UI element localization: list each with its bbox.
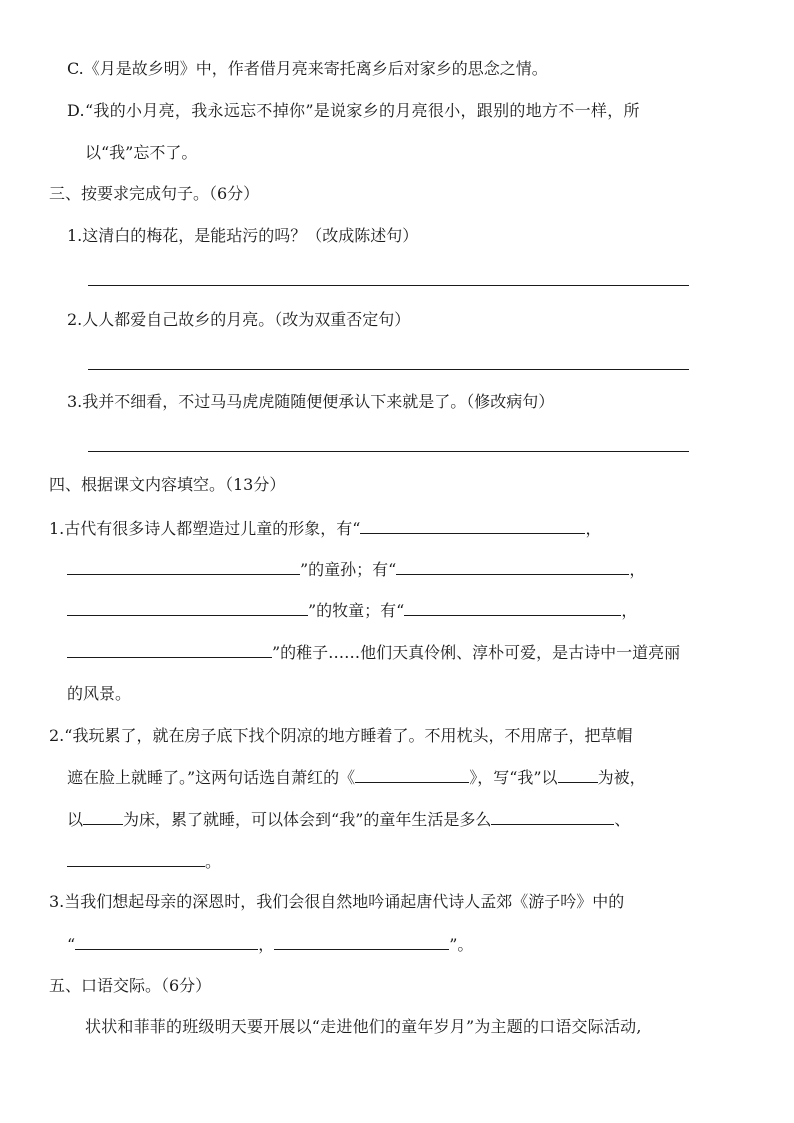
sec4-q2-text-c1: 以 — [67, 810, 84, 829]
sec3-answer-line-2[interactable] — [88, 369, 689, 370]
comma: ， — [585, 519, 602, 538]
sec3-answer-line-1[interactable] — [88, 285, 689, 286]
sec4-q1-text-d: ”的稚子……他们天真伶俐、淳朴可爱，是古诗中一道亮丽 — [272, 643, 681, 662]
sec4-q2-line2 — [67, 766, 646, 789]
fill-blank-adj-1[interactable] — [491, 808, 614, 825]
fill-blank-3[interactable] — [396, 558, 629, 575]
sec4-q3-text-b3: ”。 — [449, 935, 474, 954]
sec4-q2-text-d: 。 — [205, 852, 222, 871]
section-3-title: 三、按要求完成句子。（6分） — [49, 184, 260, 203]
sec3-question-3: 3.我并不细看，不过马马虎虎随随便便承认下来就是了。（修改病句） — [67, 392, 555, 411]
sec4-q3-text-b2: ， — [258, 935, 275, 954]
fill-blank-1[interactable] — [360, 517, 585, 534]
sec4-q1-text-c: ”的牧童；有“ — [308, 601, 405, 620]
fill-blank-5[interactable] — [404, 599, 621, 616]
sec4-q1-line5: 的风景。 — [67, 684, 132, 703]
section-4-title: 四、根据课文内容填空。（13分） — [49, 475, 286, 494]
sec4-q1-line4 — [67, 641, 680, 664]
sec4-q3-text-b1: “ — [67, 935, 76, 954]
fill-blank-poem-1[interactable] — [75, 933, 258, 950]
sec4-q1-line1 — [49, 517, 601, 540]
fill-blank-poem-2[interactable] — [274, 933, 449, 950]
sec4-q2-line1: 2.“我玩累了，就在房子底下找个阴凉的地方睡着了。不用枕头，不用席子，把草帽 — [49, 726, 633, 745]
comma: ， — [621, 601, 638, 620]
sec4-q2-text-c3: 、 — [614, 810, 631, 829]
sec4-q2-line4 — [67, 850, 221, 873]
fill-blank-6[interactable] — [67, 641, 272, 658]
fill-blank-bed[interactable] — [83, 808, 123, 825]
sec4-q2-text-c2: 为床，累了就睡，可以体会到“我”的童年生活是多么 — [123, 810, 492, 829]
sec4-q2-text-b2: 》，写“我”以 — [469, 768, 558, 787]
sec3-answer-line-3[interactable] — [88, 451, 689, 452]
sec5-paragraph: 状状和菲菲的班级明天要开展以“走进他们的童年岁月”为主题的口语交际活动, — [85, 1017, 642, 1036]
fill-blank-2[interactable] — [67, 558, 300, 575]
sec4-q2-text-b1: 遮在脸上就睡了。”这两句话选自萧红的《 — [67, 768, 356, 787]
sec4-q1-text-b: ”的童孙；有“ — [300, 560, 397, 579]
comma: ， — [629, 560, 646, 579]
sec4-q2-line3 — [67, 808, 630, 831]
sec3-question-1: 1.这清白的梅花，是能玷污的吗？（改成陈述句） — [67, 226, 419, 245]
fill-blank-book-title[interactable] — [355, 766, 469, 783]
section-5-title: 五、口语交际。（6分） — [49, 976, 212, 995]
sec3-question-2: 2.人人都爱自己故乡的月亮。（改为双重否定句） — [67, 310, 411, 329]
fill-blank-quilt[interactable] — [558, 766, 598, 783]
option-d-line1: D.“我的小月亮，我永远忘不掉你”是说家乡的月亮很小，跟别的地方不一样，所 — [67, 101, 640, 120]
option-d-line2: 以“我”忘不了。 — [85, 143, 198, 162]
sec4-q1-text-a: 1.古代有很多诗人都塑造过儿童的形象，有“ — [49, 519, 361, 538]
sec4-q2-text-b3: 为被， — [597, 768, 646, 787]
sec4-q1-line3 — [67, 599, 637, 622]
fill-blank-adj-2[interactable] — [67, 850, 205, 867]
sec4-q3-line1: 3.当我们想起母亲的深恩时，我们会很自然地吟诵起唐代诗人孟郊《游子吟》中的 — [49, 892, 625, 911]
sec4-q3-line2 — [67, 933, 473, 956]
sec4-q1-line2 — [67, 558, 645, 581]
fill-blank-4[interactable] — [67, 599, 308, 616]
option-c: C.《月是故乡明》中，作者借月亮来寄托离乡后对家乡的思念之情。 — [67, 59, 548, 78]
